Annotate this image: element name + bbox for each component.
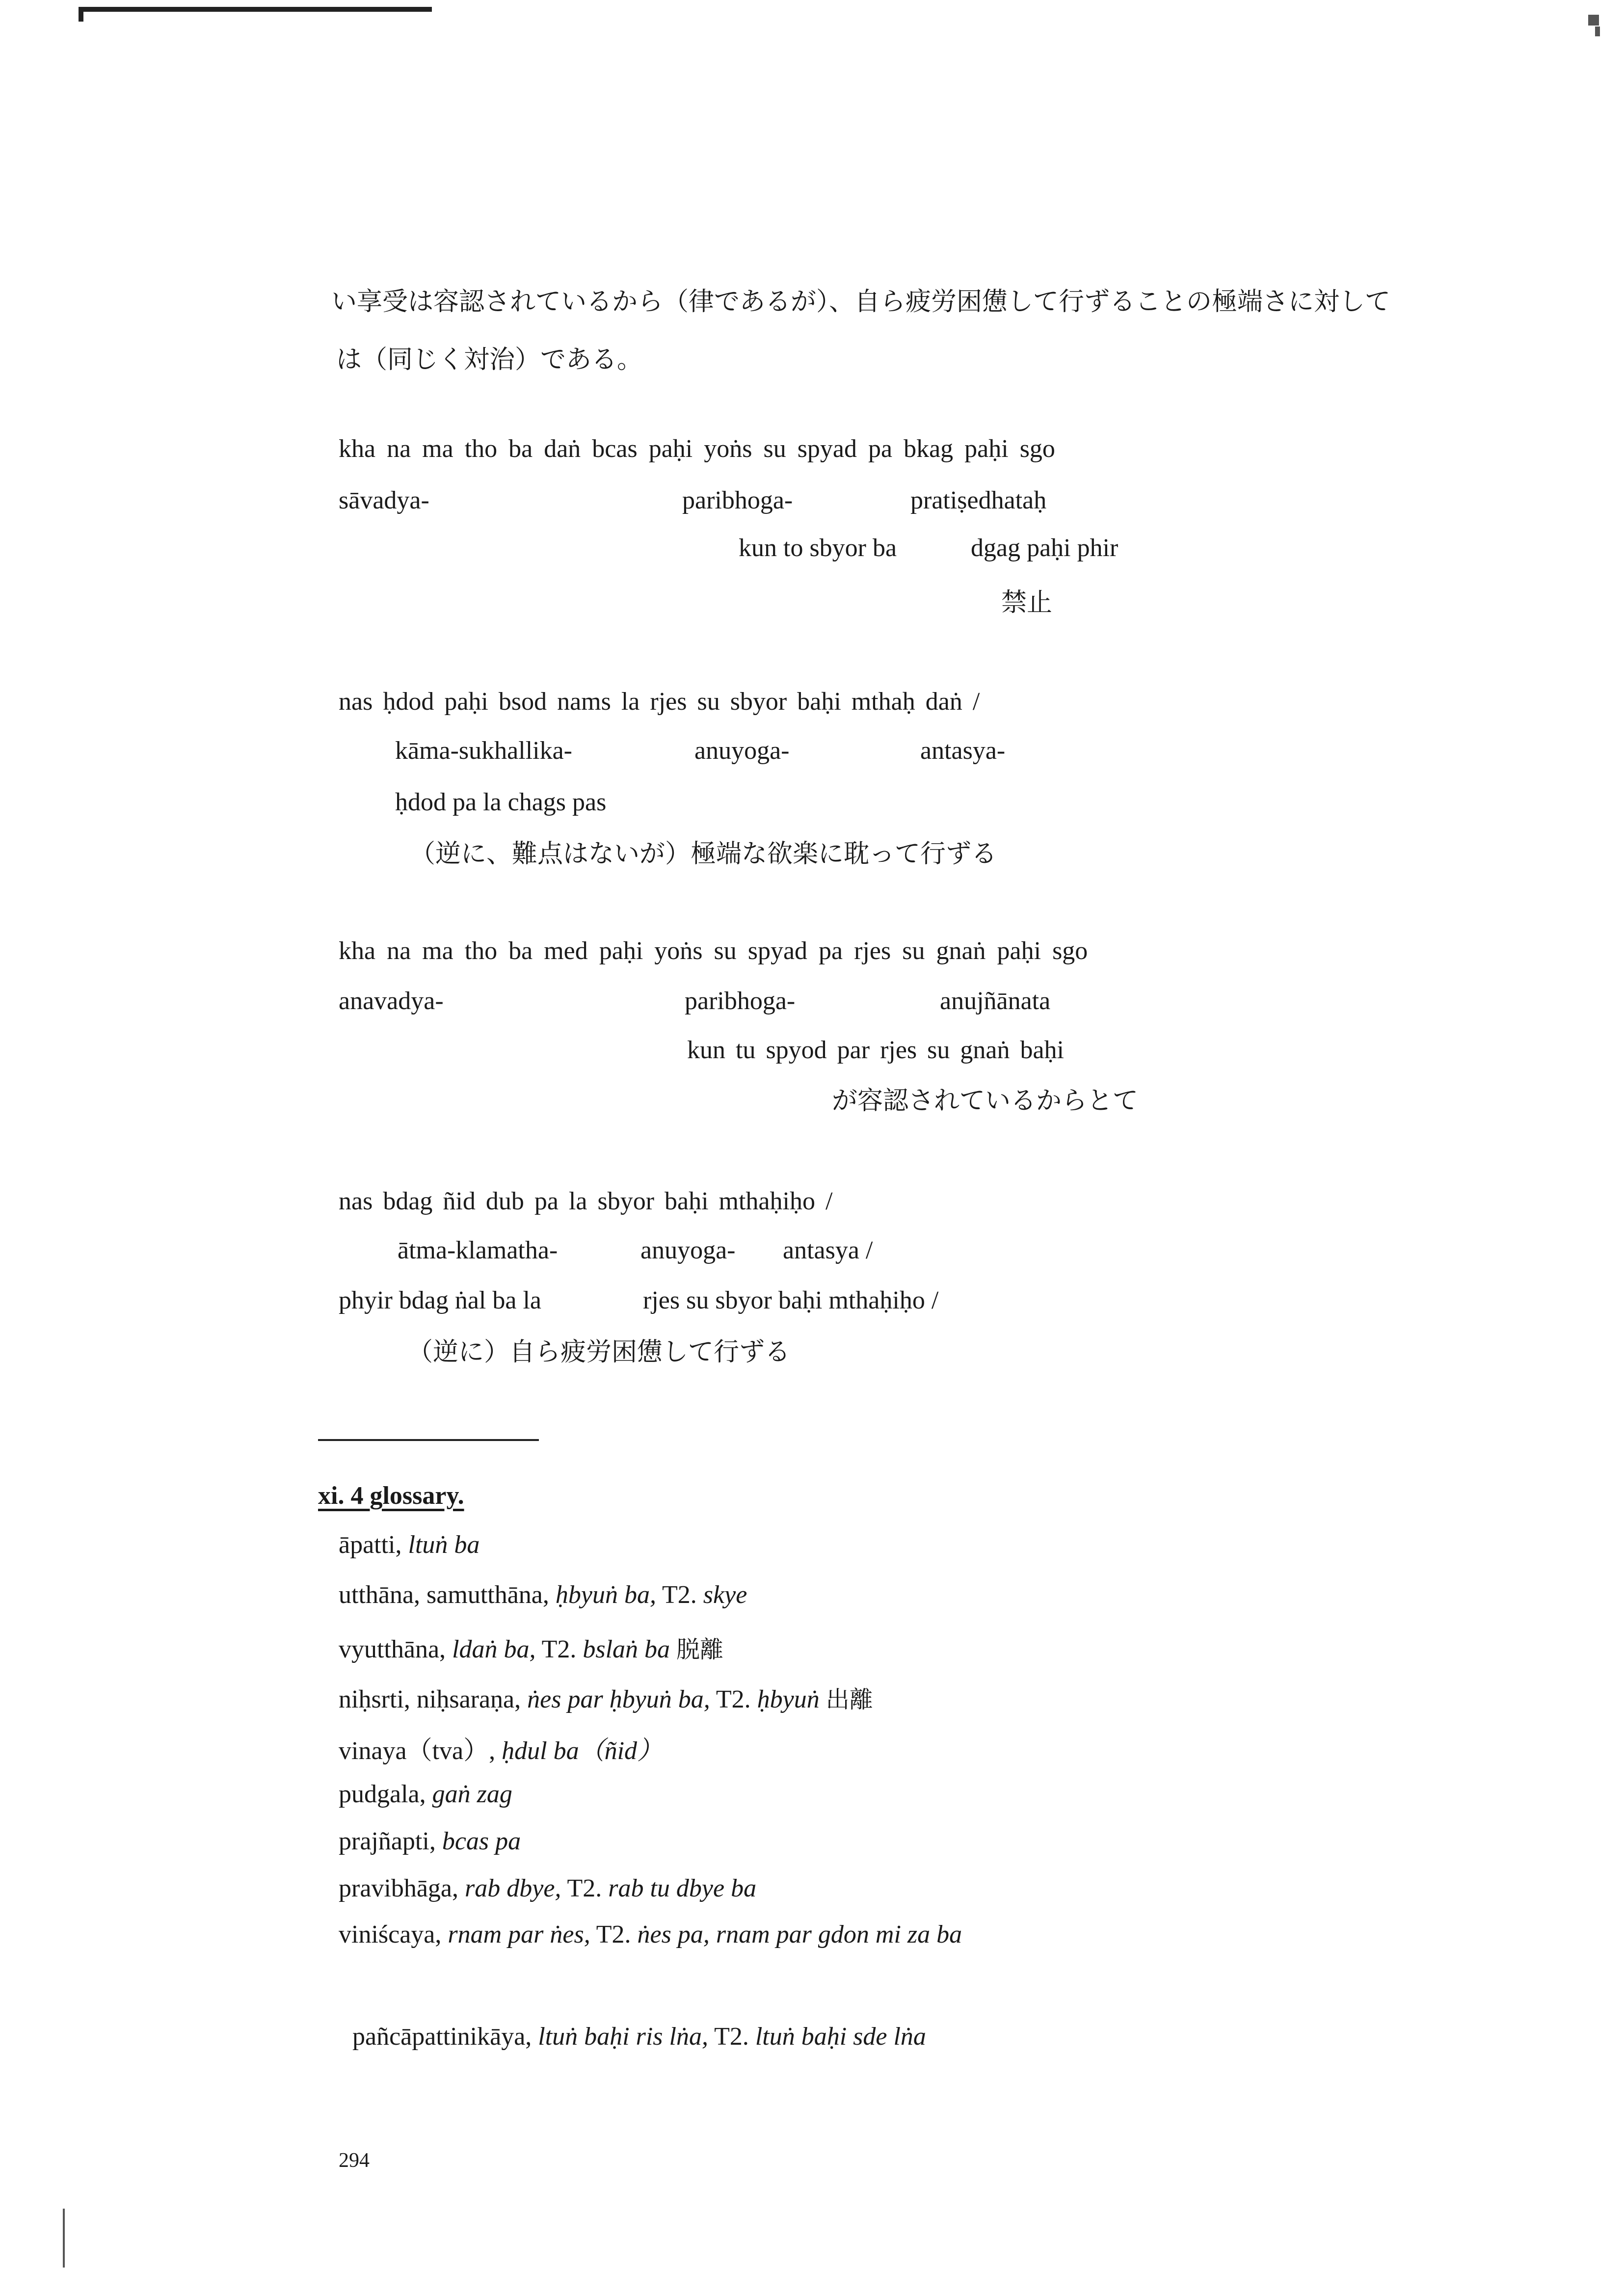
sanskrit-term: anuyoga- [694,737,790,765]
japanese-gloss: 禁止 [1001,588,1053,617]
glossary-heading: xi. 4 glossary. [318,1482,464,1510]
sanskrit-term: ātma-klamatha- [398,1236,558,1264]
tibetan-gloss: dgag paḥi phir [971,534,1118,562]
tibetan-gloss: kun tu spyod par rjes su gnaṅ baḥi [687,1036,1065,1064]
japanese-gloss: が容認されているからとて [832,1086,1139,1116]
glossary-entry: āpatti, ltuṅ ba [339,1531,480,1559]
scan-speck [63,2209,65,2268]
sanskrit-term: sāvadya- [339,486,429,514]
glossary-entry: pravibhāga, rab dbye, T2. rab tu dbye ba [339,1874,757,1902]
sanskrit-term: anuyoga- [640,1236,736,1264]
sanskrit-term: anavadya- [339,987,444,1015]
scan-speck [1595,27,1600,36]
tibetan-gloss: kun to sbyor ba [739,534,897,562]
intro-line-1: い享受は容認されているから（律であるが）、自ら疲労困憊して行ずることの極端さに対して [331,287,1391,317]
sanskrit-term: paribhoga- [682,486,793,514]
sanskrit-term: antasya- [920,737,1006,765]
tibetan-gloss: ḥdod pa la chags pas [395,788,607,816]
page-number: 294 [339,2149,370,2172]
glossary-entry: vinaya（tva）, ḥdul ba（ñid） [339,1737,663,1765]
glossary-entry: vyutthāna, ldaṅ ba, T2. bslaṅ ba 脱離 [339,1635,724,1663]
scan-edge-mark [79,7,432,12]
tibetan-gloss: rjes su sbyor baḥi mthaḥiḥo / [643,1286,939,1314]
sanskrit-term: kāma-sukhallika- [395,737,572,765]
intro-line-2: は（同じく対治）である。 [336,345,643,374]
section-divider [318,1439,539,1441]
sanskrit-term: paribhoga- [685,987,796,1015]
sanskrit-term: pratiṣedhataḥ [910,486,1047,514]
tibetan-line: nas ḥdod paḥi bsod nams la rjes su sbyor baḥi mthaḥ daṅ / [339,688,980,716]
sanskrit-term: anujñānata [940,987,1051,1015]
tibetan-line: kha na ma tho ba med paḥi yoṅs su spyad pa rjes su gnaṅ paḥi sgo [339,937,1088,965]
glossary-entry: pudgala, gaṅ zag [339,1780,512,1808]
glossary-entry: utthāna, samutthāna, ḥbyuṅ ba, T2. skye [339,1581,747,1609]
glossary-entry: viniścaya, rnam par ṅes, T2. ṅes pa, rnam par gdon mi za ba [339,1921,962,1949]
japanese-gloss: （逆に）自ら疲労困憊して行ずる [407,1337,791,1367]
sanskrit-term: antasya / [783,1236,873,1264]
glossary-entry: prajñapti, bcas pa [339,1827,521,1855]
tibetan-line: nas bdag ñid dub pa la sbyor baḥi mthaḥiḥo / [339,1187,833,1215]
glossary-entry: niḥsrti, niḥsaraṇa, ṅes par ḥbyuṅ ba, T2. ḥbyuṅ 出離 [339,1685,873,1713]
scan-edge-mark [79,7,83,22]
tibetan-line: kha na ma tho ba daṅ bcas paḥi yoṅs su spyad pa bkag paḥi sgo [339,435,1055,463]
tibetan-gloss: phyir bdag ṅal ba la [339,1286,541,1314]
japanese-gloss: （逆に、難点はないが）極端な欲楽に耽って行ずる [410,839,997,869]
glossary-entry: pañcāpattinikāya, ltuṅ baḥi ris lṅa, T2. ltuṅ baḥi sde lṅa [352,2023,926,2051]
scan-speck [1588,15,1599,26]
